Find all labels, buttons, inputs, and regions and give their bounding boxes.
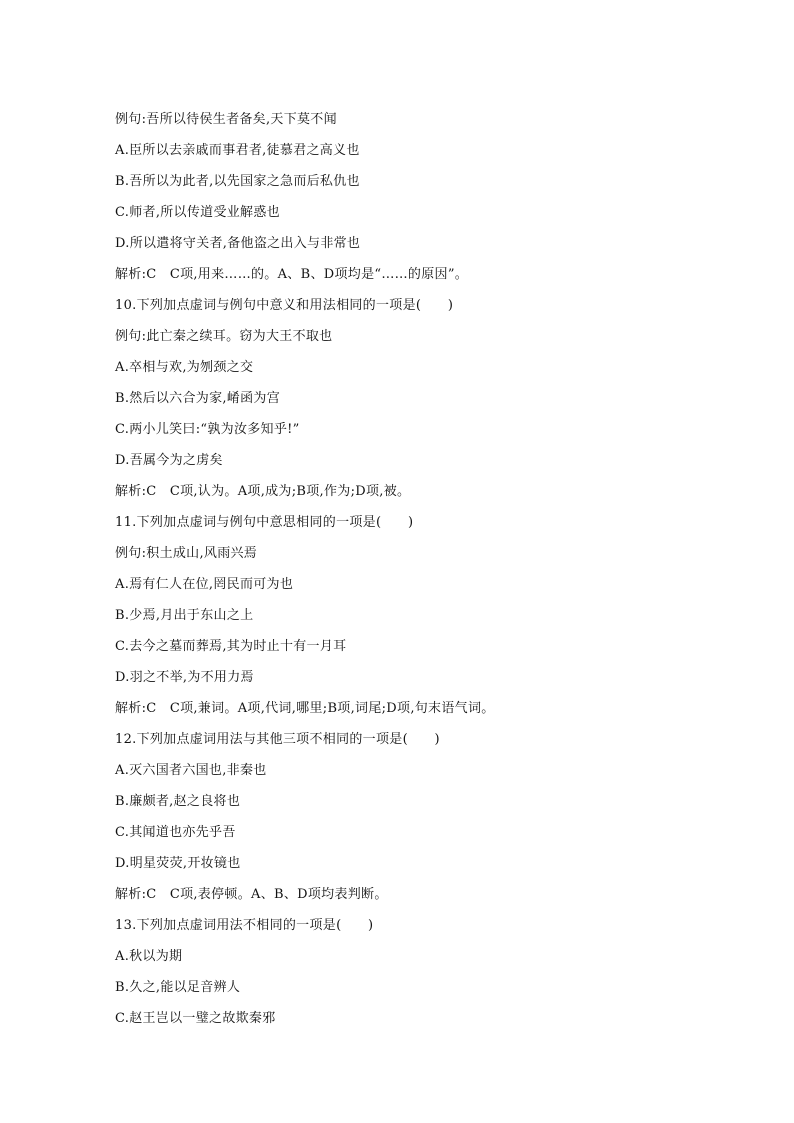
analysis-11: 解析:C C项,兼词。A项,代词,哪里;B项,词尾;D项,句末语气词。 (115, 701, 495, 716)
option-a-11: A.焉有仁人在位,罔民而可为也 (115, 577, 294, 592)
option-c-12: C.其闻道也亦先乎吾 (115, 825, 236, 840)
option-a-12: A.灭六国者六国也,非秦也 (115, 763, 267, 778)
analysis-9: 解析:C C项,用来……的。A、B、D项均是“……的原因”。 (115, 267, 469, 282)
question-12: 12.下列加点虚词用法与其他三项不相同的一项是( ) (115, 732, 440, 747)
option-c-9: C.师者,所以传道受业解惑也 (115, 205, 280, 220)
example-sentence-11: 例句:积土成山,风雨兴焉 (115, 546, 258, 561)
option-b-9: B.吾所以为此者,以先国家之急而后私仇也 (115, 174, 360, 189)
option-c-13: C.赵王岂以一璧之故欺秦邪 (115, 1011, 276, 1026)
option-a-13: A.秋以为期 (115, 949, 183, 964)
option-d-11: D.羽之不举,为不用力焉 (115, 670, 254, 685)
example-sentence-9: 例句:吾所以待侯生者备矣,天下莫不闻 (115, 112, 337, 127)
question-13: 13.下列加点虚词用法不相同的一项是( ) (115, 918, 374, 933)
example-sentence-10: 例句:此亡秦之续耳。窃为大王不取也 (115, 329, 333, 344)
option-c-11: C.去今之墓而葬焉,其为时止十有一月耳 (115, 639, 347, 654)
analysis-12: 解析:C C项,表停顿。A、B、D项均表判断。 (115, 887, 388, 902)
option-a-10: A.卒相与欢,为刎颈之交 (115, 360, 254, 375)
analysis-10: 解析:C C项,认为。A项,成为;B项,作为;D项,被。 (115, 484, 411, 499)
option-d-10: D.吾属今为之虏矣 (115, 453, 223, 468)
option-d-9: D.所以遣将守关者,备他盗之出入与非常也 (115, 236, 361, 251)
document-body (115, 104, 715, 1034)
option-b-13: B.久之,能以足音辨人 (115, 980, 241, 995)
option-b-10: B.然后以六合为家,崤函为宫 (115, 391, 281, 406)
option-b-12: B.廉颇者,赵之良将也 (115, 794, 241, 809)
option-d-12: D.明星荧荧,开妆镜也 (115, 856, 241, 871)
question-11: 11.下列加点虚词与例句中意思相同的一项是( ) (115, 515, 414, 530)
option-a-9: A.臣所以去亲戚而事君者,徒慕君之高义也 (115, 143, 360, 158)
option-c-10: C.两小儿笑曰:“孰为汝多知乎!” (115, 422, 300, 437)
option-b-11: B.少焉,月出于东山之上 (115, 608, 254, 623)
question-10: 10.下列加点虚词与例句中意义和用法相同的一项是( ) (115, 298, 454, 313)
